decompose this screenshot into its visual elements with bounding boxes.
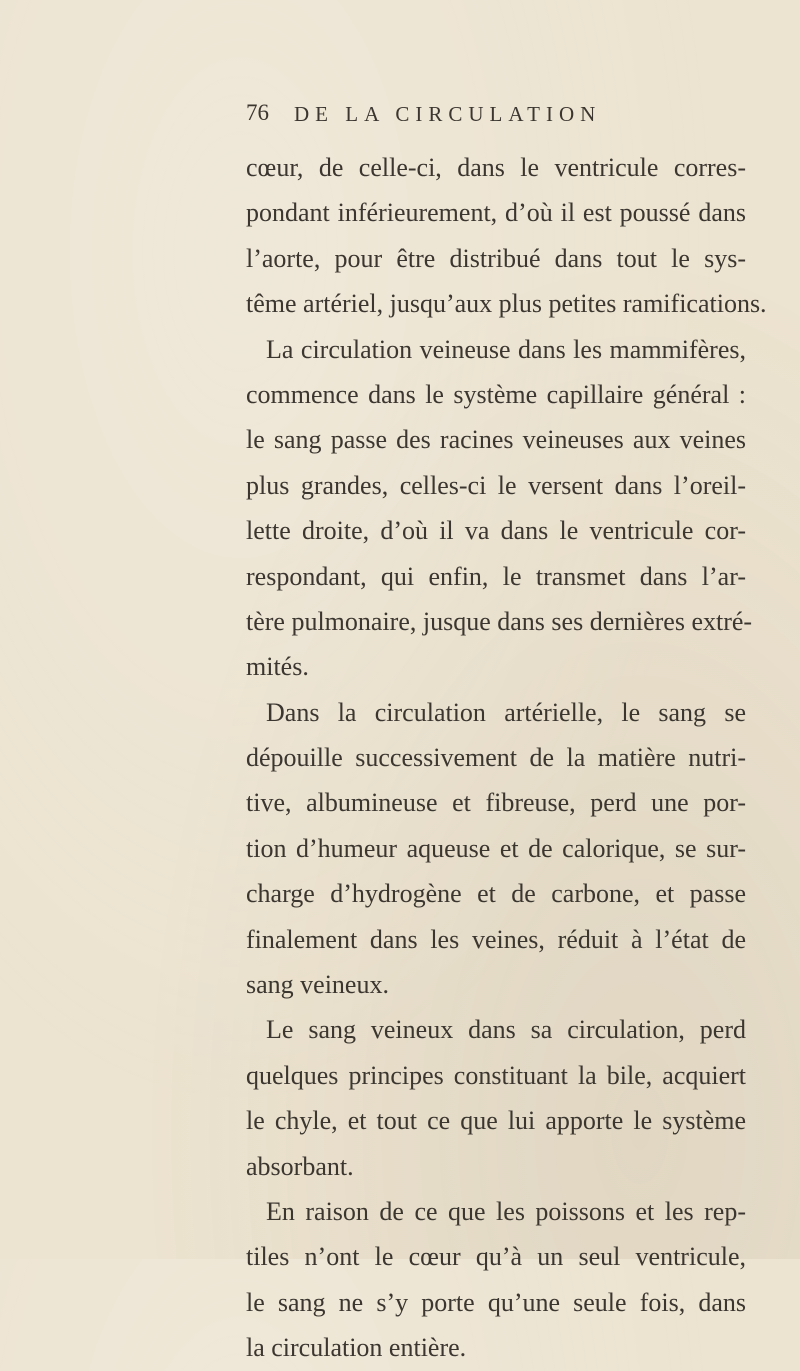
text-line: tère pulmonaire, jusque dans ses dernières extré- [246, 606, 753, 636]
text-line: le sang ne s’y porte qu’une seule fois, dans [246, 1287, 746, 1317]
text-line: lette droite, d’où il va dans le ventricule cor- [246, 516, 746, 546]
text-line: sang veineux. [246, 970, 389, 1000]
paragraph-start-line: Dans la circulation artérielle, le sang se [266, 697, 746, 727]
text-line: dépouille successivement de la matière nutri- [246, 743, 746, 773]
page-number: 76 [246, 100, 269, 125]
text-line: le sang passe des racines veineuses aux veines [246, 425, 746, 455]
text-line: finalement dans les veines, réduit à l’état de [246, 924, 746, 954]
paragraph-start-line: Le sang veineux dans sa circulation, perd [266, 1015, 746, 1045]
paragraph-start-line: La circulation veineuse dans les mammifères, [266, 334, 746, 364]
text-line: commence dans le système capillaire général : [246, 379, 746, 409]
text-line: quelques principes constituant la bile, acquiert [246, 1060, 746, 1090]
text-line: absorbant. [246, 1151, 354, 1181]
text-line: tiles n’ont le cœur qu’à un seul ventricule, [246, 1242, 746, 1272]
page-header [246, 100, 666, 136]
body-text [246, 145, 767, 1371]
text-line: cœur, de celle-ci, dans le ventricule corres- [246, 153, 746, 182]
text-line: l’aorte, pour être distribué dans tout le sys- [246, 243, 746, 273]
text-line: la circulation entière. [246, 1333, 467, 1363]
text-line: mités. [246, 652, 309, 682]
text-line: charge d’hydrogène et de carbone, et passe [246, 879, 746, 909]
text-line: tême artériel, jusqu’aux plus petites ramifications. [246, 289, 767, 319]
running-title: DE LA CIRCULATION [294, 102, 602, 126]
paragraph-start-line: En raison de ce que les poissons et les rep- [266, 1196, 746, 1226]
text-line: plus grandes, celles-ci le versent dans l’oreil- [246, 470, 746, 500]
text-line: tive, albumineuse et fibreuse, perd une por- [246, 788, 746, 818]
text-line: pondant inférieurement, d’où il est poussé dans [246, 198, 746, 228]
text-line: respondant, qui enfin, le transmet dans l’ar- [246, 561, 746, 591]
text-line: tion d’humeur aqueuse et de calorique, se sur- [246, 833, 746, 863]
text-line: le chyle, et tout ce que lui apporte le système [246, 1106, 746, 1136]
